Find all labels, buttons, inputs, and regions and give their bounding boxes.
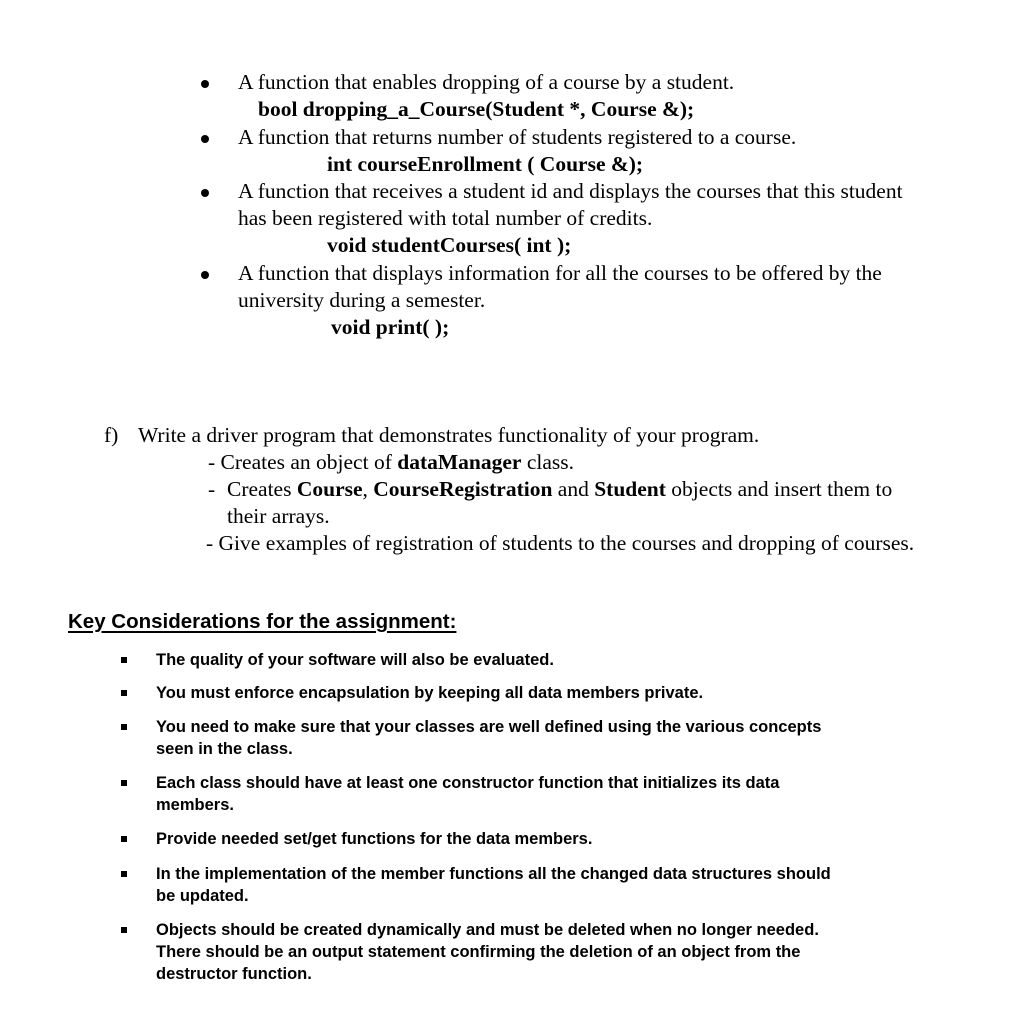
text: class. (521, 450, 574, 474)
consideration-line: Provide needed set/get functions for the data members. (156, 830, 593, 848)
function-description: A function that displays information for all the courses to be offered by the (238, 261, 882, 285)
part-f-item-dash: - (208, 477, 216, 501)
consideration-line: destructor function. (156, 965, 312, 983)
function-signature: int courseEnrollment ( Course &); (327, 152, 644, 176)
class-name: dataManager (397, 450, 522, 474)
consideration-line: members. (156, 796, 234, 814)
consideration-line: In the implementation of the member functions all the changed data structures should (156, 865, 831, 883)
text: , (362, 477, 374, 501)
function-description: A function that receives a student id and displays the courses that this student (238, 179, 903, 203)
text: Creates (227, 477, 297, 501)
square-bullet-icon (121, 657, 127, 663)
bullet-icon (201, 189, 209, 197)
function-description: has been registered with total number of credits. (238, 206, 653, 230)
consideration-line: You must enforce encapsulation by keeping all data members private. (156, 684, 704, 702)
class-name: Course (296, 477, 363, 501)
consideration-line: You need to make sure that your classes are well defined using the various concepts (156, 718, 822, 736)
bullet-icon (201, 135, 209, 143)
consideration-line: Objects should be created dynamically and must be deleted when no longer needed. (156, 921, 819, 939)
function-description: A function that enables dropping of a course by a student. (238, 70, 735, 94)
text: - Creates an object of (208, 450, 398, 474)
text: and (552, 477, 595, 501)
part-f-item-continuation: their arrays. (227, 504, 330, 528)
bullet-icon (201, 271, 209, 279)
consideration-line: seen in the class. (156, 740, 293, 758)
square-bullet-icon (121, 927, 127, 933)
part-f-item (227, 476, 892, 503)
function-description: A function that returns number of students registered to a course. (238, 125, 797, 149)
square-bullet-icon (121, 836, 127, 842)
function-signature: void print( ); (331, 315, 450, 339)
part-f-marker: f) (104, 423, 119, 447)
class-name: CourseRegistration (373, 477, 553, 501)
consideration-line: The quality of your software will also be evaluated. (156, 651, 554, 669)
consideration-line: be updated. (156, 887, 249, 905)
consideration-line: There should be an output statement confirming the deletion of an object from the (156, 943, 801, 961)
text: objects and insert them to (665, 477, 893, 501)
square-bullet-icon (121, 690, 127, 696)
class-name: Student (594, 477, 666, 501)
square-bullet-icon (121, 871, 127, 877)
part-f-item: - Give examples of registration of students to the courses and dropping of courses. (206, 531, 915, 555)
consideration-line: Each class should have at least one constructor function that initializes its data (156, 774, 780, 792)
square-bullet-icon (121, 724, 127, 730)
section-heading: Key Considerations for the assignment: (68, 610, 457, 633)
function-signature: void studentCourses( int ); (327, 233, 572, 257)
part-f-item (208, 449, 574, 476)
function-signature: bool dropping_a_Course(Student *, Course &); (258, 97, 695, 121)
function-description: university during a semester. (238, 288, 486, 312)
bullet-icon (201, 80, 209, 88)
part-f-intro: Write a driver program that demonstrates functionality of your program. (138, 423, 760, 447)
square-bullet-icon (121, 780, 127, 786)
